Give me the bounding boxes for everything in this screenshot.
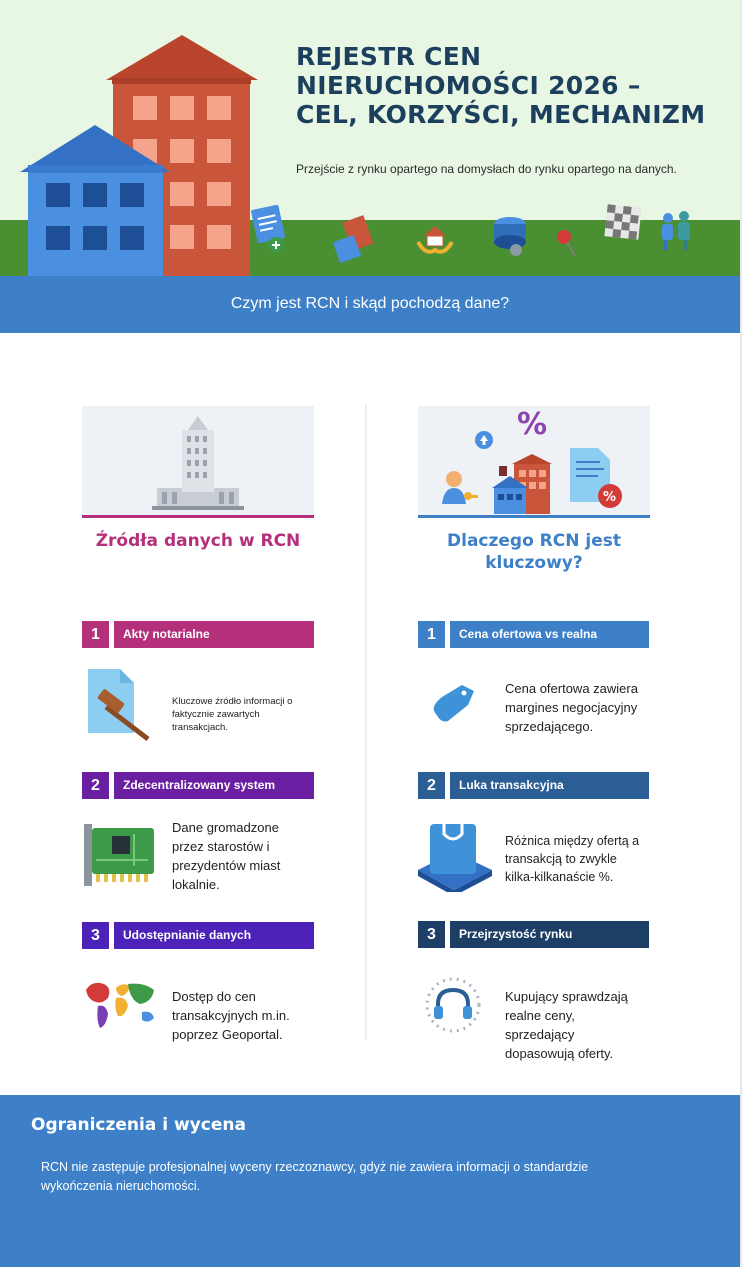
shopping-bag-icon <box>416 820 494 892</box>
footer-title: Ograniczenia i wycena <box>31 1115 246 1135</box>
right-item-1-text: Cena ofertowa zawiera margines negocjacyjny sprzedającego. <box>505 681 638 734</box>
city-hall-card <box>82 406 314 518</box>
svg-text:%: % <box>603 490 617 505</box>
item-label: Cena ofertowa vs realna <box>450 621 649 648</box>
left-item-1-bar <box>82 621 314 648</box>
item-label: Akty notarialne <box>114 621 314 648</box>
item-label: Przejrzystość rynku <box>450 921 649 948</box>
title-line: REJESTR CEN <box>296 42 482 71</box>
item-number: 3 <box>418 921 445 948</box>
left-item-2-bar <box>82 772 314 799</box>
left-item-3-bar <box>82 922 314 949</box>
header-banner <box>0 0 742 276</box>
item-number: 1 <box>418 621 445 648</box>
buildings-illustration <box>0 0 290 276</box>
item-label: Luka transakcyjna <box>450 772 649 799</box>
section-band-title: Czym jest RCN i skąd pochodzą dane? <box>230 295 510 312</box>
title-line: CEL, KORZYŚCI, MECHANIZM <box>296 100 706 129</box>
real-estate-icon <box>418 406 650 515</box>
gavel-document-icon <box>86 667 152 743</box>
right-item-3-text: Kupujący sprawdzają realne ceny, sprzedający dopasowują oferty. <box>505 989 628 1061</box>
item-label: Zdecentralizowany system <box>114 772 314 799</box>
right-item-2-bar <box>418 772 649 799</box>
right-item-3-bar <box>418 921 649 948</box>
left-item-3-text: Dostęp do cen transakcyjnych m.in. poprzez Geoportal. <box>172 989 290 1042</box>
database-icon <box>492 214 532 260</box>
left-column-heading: Źródła danych w RCN <box>95 531 301 551</box>
item-number: 3 <box>82 922 109 949</box>
item-number: 2 <box>418 772 445 799</box>
item-label: Udostępnianie danych <box>114 922 314 949</box>
left-item-2-text: Dane gromadzone przez starostów i prezydentów miast lokalnie. <box>172 820 281 892</box>
title-line: NIERUCHOMOŚCI 2026 – <box>296 71 641 100</box>
page-title <box>296 42 726 129</box>
price-tag-icon <box>430 683 476 725</box>
item-number: 1 <box>82 621 109 648</box>
real-estate-card <box>418 406 650 518</box>
checkerboard-icon <box>603 203 643 241</box>
section-band <box>0 276 740 333</box>
footer-section <box>0 1095 740 1267</box>
svg-text:%: % <box>517 407 548 442</box>
headphones-icon <box>424 976 482 1034</box>
right-item-2-text: Różnica między ofertą a transakcją to zwykle kilka-kilkanaście %. <box>505 834 640 884</box>
house-hands-icon <box>416 222 454 256</box>
people-icon <box>656 208 696 252</box>
houses-icon <box>333 212 379 264</box>
city-hall-icon <box>82 406 314 515</box>
page-subtitle: Przejście z rynku opartego na domysłach do rynku opartego na danych. <box>296 162 677 176</box>
map-pin-icon <box>555 228 579 260</box>
right-item-1-bar <box>418 621 649 648</box>
world-map-icon <box>82 978 158 1034</box>
right-column-heading: Dlaczego RCN jest kluczowy? <box>447 531 621 573</box>
footer-text: RCN nie zastępuje profesjonalnej wyceny rzeczoznawcy, gdyż nie zawiera informacji o standardzie wykończenia nieruchomości. <box>41 1160 589 1193</box>
left-item-1-text: Kluczowe źródło informacji o faktycznie zawartych transakcjach. <box>172 696 293 733</box>
item-number: 2 <box>82 772 109 799</box>
column-divider <box>365 405 367 1040</box>
circuit-board-icon <box>82 820 156 890</box>
document-add-icon <box>250 205 290 255</box>
